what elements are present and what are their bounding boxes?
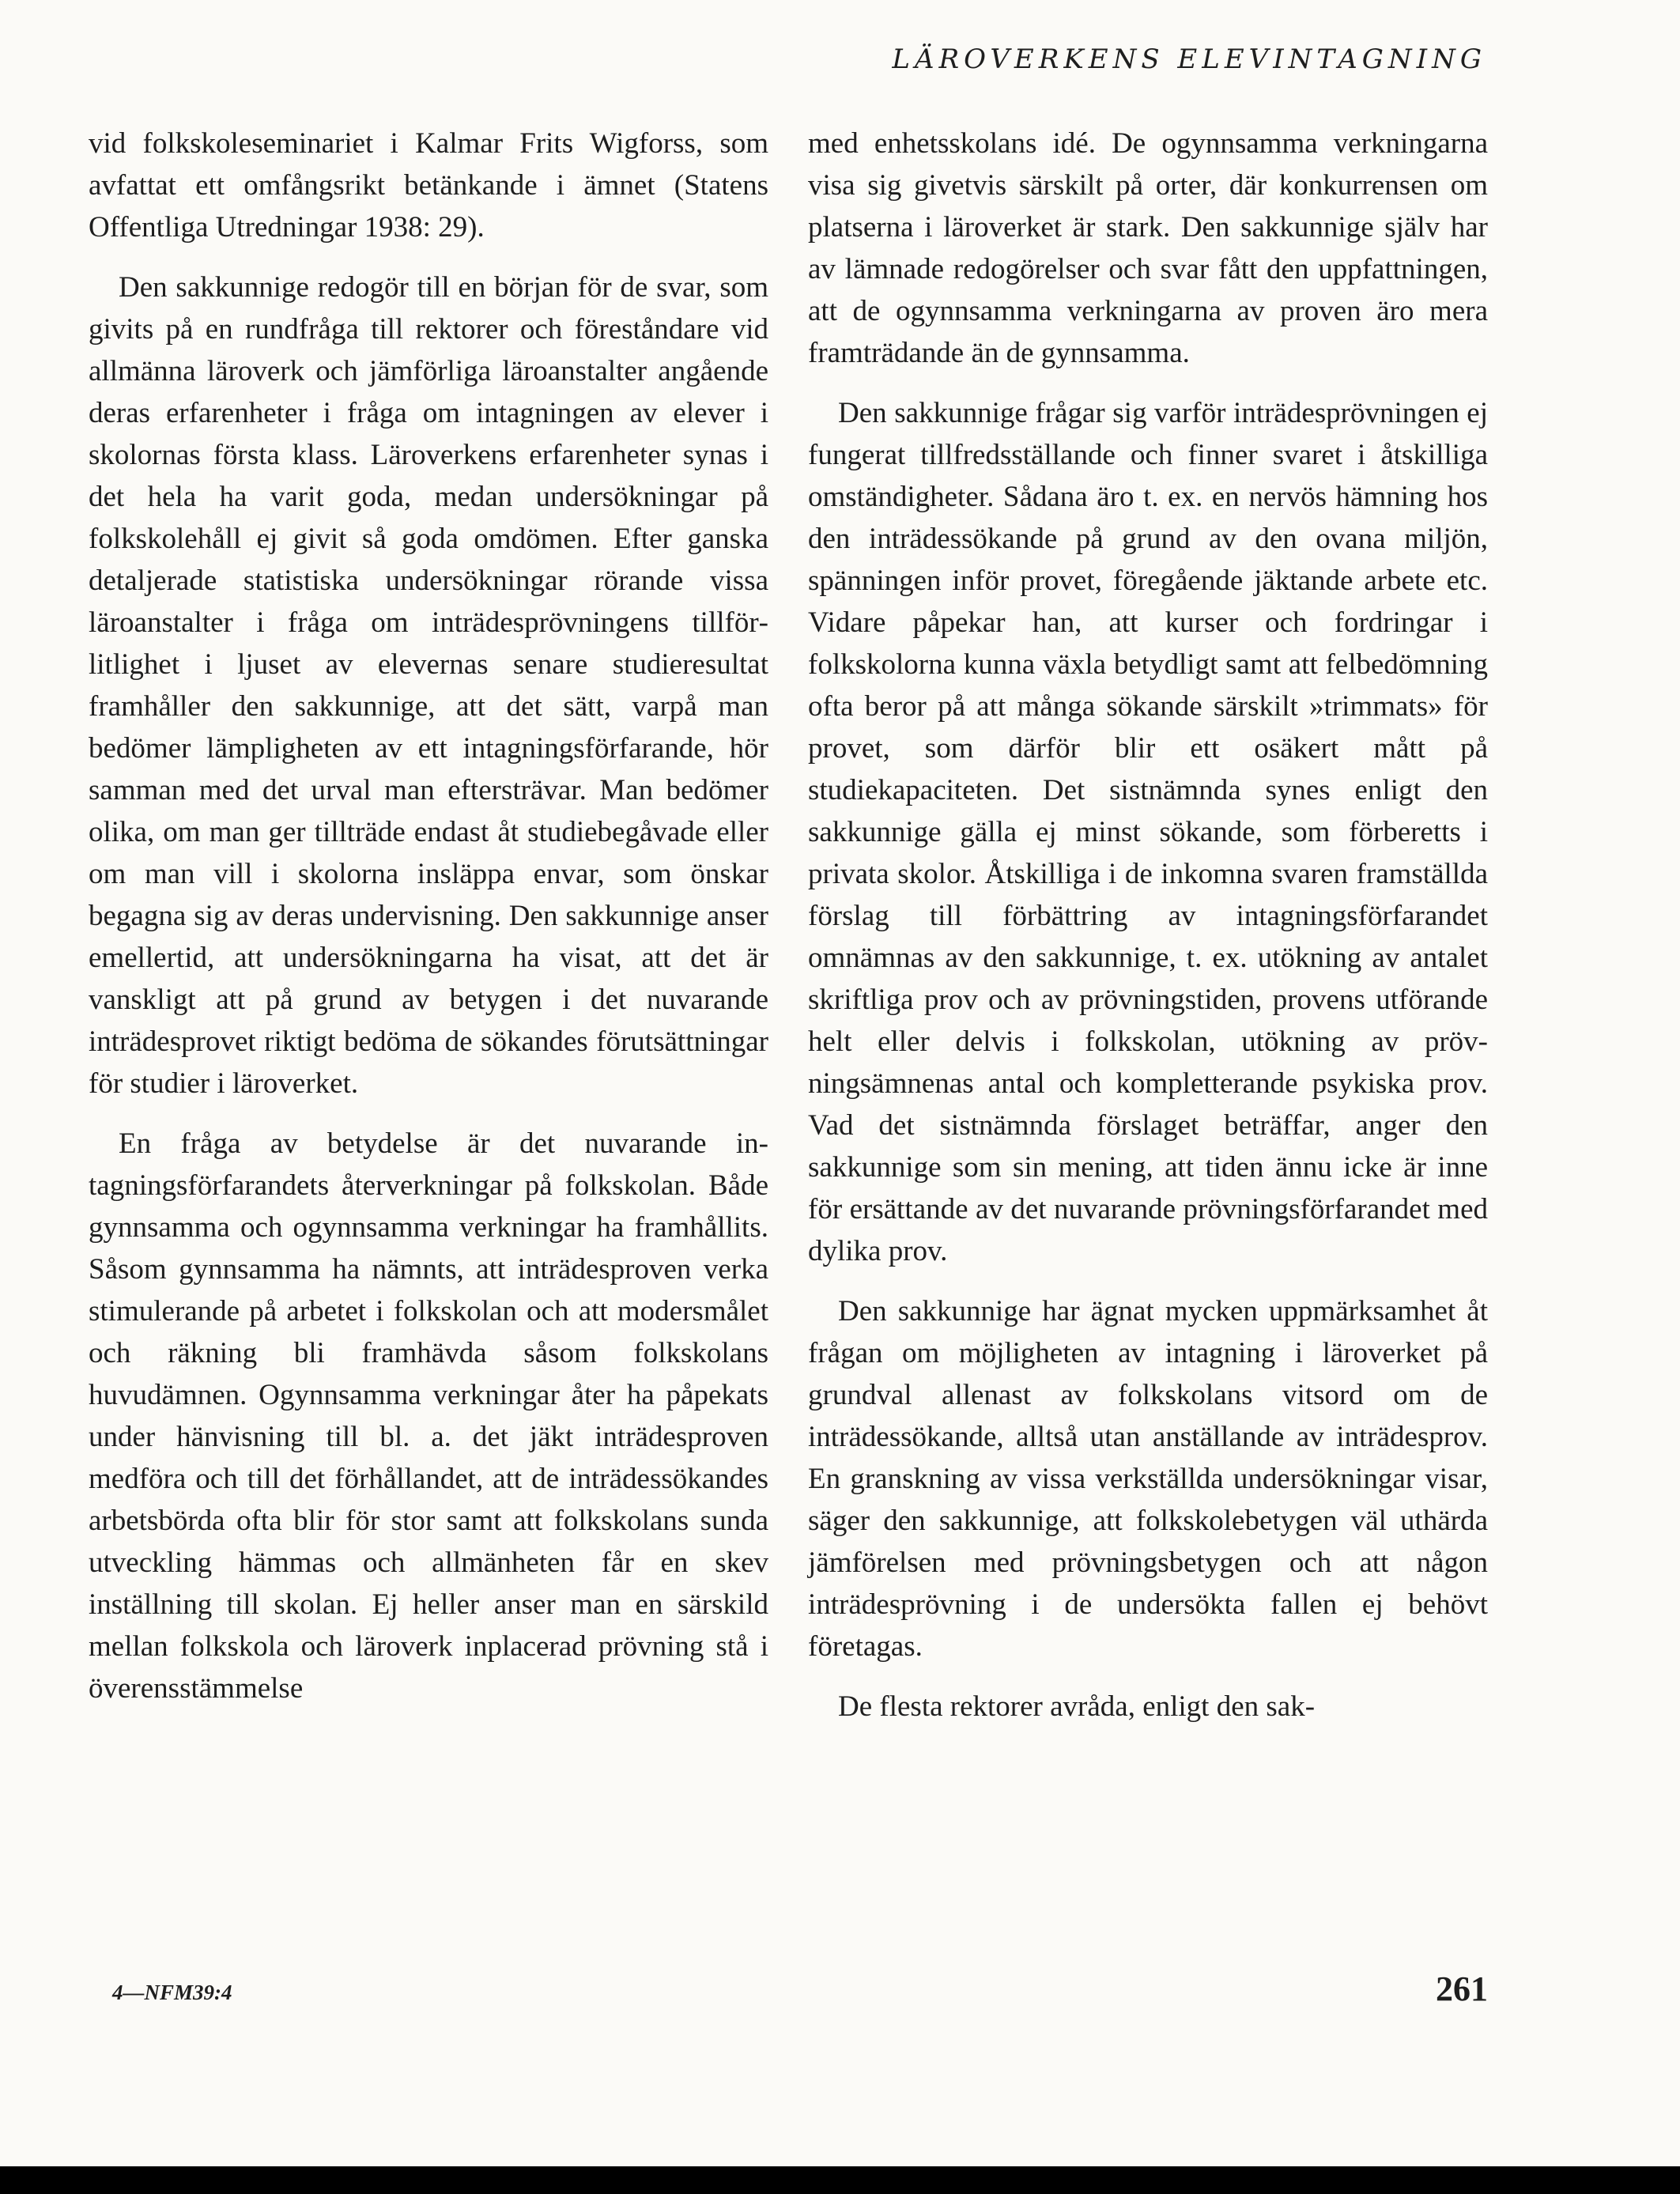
page-number: 261 bbox=[1436, 1969, 1488, 2008]
paragraph: med enhetsskolans idé. De ogynnsamma verkningarna visa sig givetvis särskilt på orter, där konkurrensen om platserna i läroverket är stark. Den sakkunnige själv har av lämnade redogörelser och svar fått den uppfattningen, att de ogynnsamma verkningarna av proven äro mera framträdande än de gynnsamma. bbox=[808, 127, 1488, 369]
footer-signature: 4—NFM39:4 bbox=[112, 1981, 232, 2004]
paragraph: De flesta rektorer avråda, enligt den sak- bbox=[838, 1690, 1316, 1723]
running-head: LÄROVERKENS ELEVINTAGNING bbox=[892, 43, 1486, 75]
paragraph: En fråga av betydelse är det nuvarande intagningsförfarandets återverkningar på folkskolan. Både gynnsamma och ogynnsamma verkningar ha framhållits. Såsom gynnsamma ha nämnts, att inträdesproven verka stimulerande på arbetet i folkskolan och att modersmålet och räkning bli framhävda såsom folkskolans huvudämnen. Ogynnsamma verkningar åter ha påpekats under hänvisning till bl. a. det jäkt inträdesproven medföra och till det förhållandet, att de inträdessökandes arbetsbörda ofta blir för stor samt att folkskolans sunda utveckling hämmas och allmänheten får en skev inställning till skolan. Ej heller anser man en särskild mellan folkskola och läroverk inplacerad prövning stå i överensstämmelse bbox=[89, 1127, 768, 1705]
paragraph: Den sakkunnige har ägnat mycken uppmärksamhet åt frågan om möjligheten av intagning i läroverket på grundval allenast av folkskolans vitsord om de inträdessökande, alltså utan anställande av inträdesprov. En granskning av vissa verkställda undersökningar visar, säger den sakkunnige, att folkskolebetygen väl uthärda jämförelsen med prövningsbetygen och att någon inträdesprövning i de undersökta fallen ej behövt företagas. bbox=[808, 1295, 1488, 1663]
right-column bbox=[808, 123, 1488, 1746]
paragraph: Den sakkunnige frågar sig varför inträdesprövningen ej fungerat tillfredsställande och finner svaret i åtskilliga omständigheter. Sådana äro t. ex. en nervös hämning hos den inträdessökande på grund av den ovana miljön, spänningen inför provet, föregående jäktande arbete etc. Vidare påpekar han, att kurser och fordringar i folkskolorna kunna växla betydligt samt att felbedömning ofta beror på att många sökande särskilt »trimmats» för provet, som därför blir ett osäkert mått på studiekapaciteten. Det sistnämnda synes enligt den sakkunnige gälla ej minst sökande, som förberetts i privata skolor. Åtskilliga i de inkomna svaren framställda förslag till förbättring av intagningsförfarandet omnämnas av den sakkunnige, t. ex. utökning av antalet skriftliga prov och av prövningstiden, provens utförande helt eller delvis i folkskolan, utökning av prövningsämnenas antal och kompletterande psykiska prov. Vad det sistnämnda förslaget beträffar, anger den sakkunnige som sin mening, att tiden ännu icke är inne för ersättande av det nuvarande prövningsförfarandet med dylika prov. bbox=[808, 397, 1488, 1267]
paragraph: vid folkskoleseminariet i Kalmar Frits Wigforss, som avfattat ett omfångsrikt betänkande i ämnet (Statens Offentliga Utredningar 1938: 29). bbox=[89, 127, 768, 244]
paragraph: Den sakkunnige redogör till en början för de svar, som givits på en rundfråga till rektorer och föreståndare vid allmänna läroverk och jämförliga läroanstalter angående deras erfarenheter i fråga om intagningen av elever i skolornas första klass. Läroverkens erfarenheter synas i det hela ha varit goda, medan undersökningar på folkskolehåll ej givit så goda omdömen. Efter ganska detaljerade statistiska undersökningar rörande vissa läroanstalter i fråga om inträdesprövningens tillförlitlighet i ljuset av elevernas senare studieresultat framhåller den sakkunnige, att det sätt, varpå man bedömer lämpligheten av ett intagningsförfarande, hör samman med det urval man eftersträvar. Man bedömer olika, om man ger tillträde endast åt studiebegåvade eller om man vill i skolorna insläppa envar, som önskar begagna sig av deras undervisning. Den sakkunnige anser emellertid, att undersökningarna ha visat, att det är vanskligt att på grund av betygen i det nuvarande inträdesprovet riktigt bedöma de sökandes förutsättningar för studier i läroverket. bbox=[89, 271, 768, 1100]
left-column bbox=[89, 123, 768, 1728]
